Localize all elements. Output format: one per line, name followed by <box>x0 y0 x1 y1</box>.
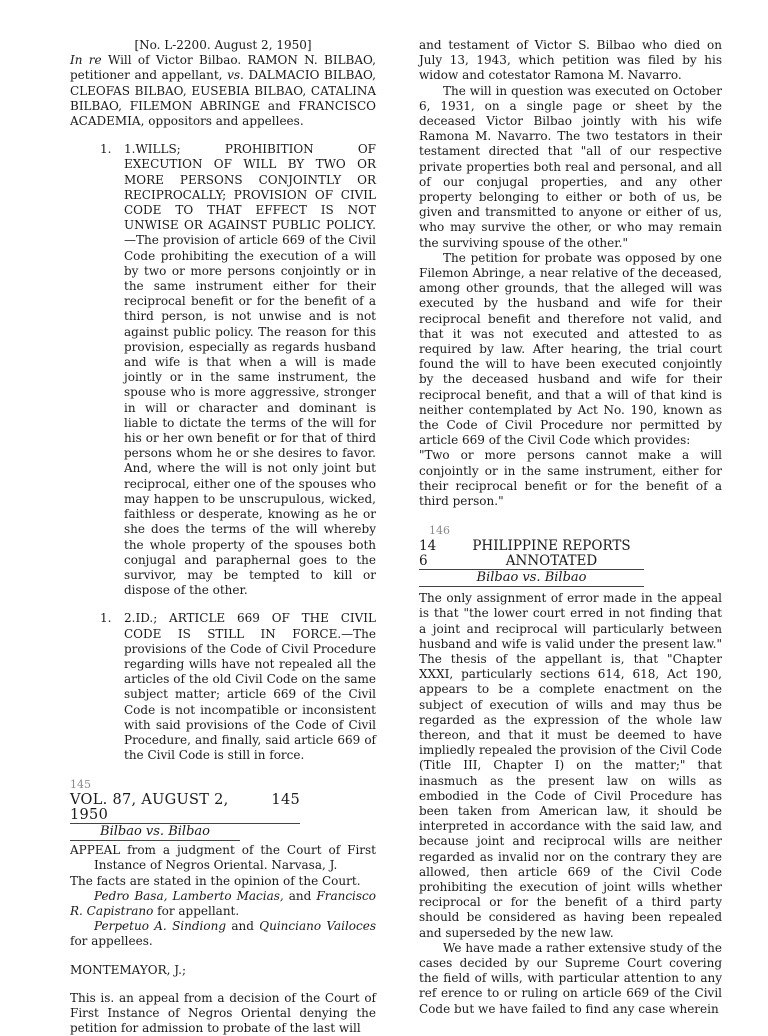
running-subtitle: Bilbao vs. Bilbao <box>419 570 644 587</box>
headnote-2 <box>100 611 376 763</box>
headnote-text: 2.ID.; ARTICLE 669 OF THE CIVIL CODE IS STILL IN FORCE.—The provisions of the Code of Civil Procedure regarding wills have not repealed all the articles of the old Civil Code on the same subject matter; article 669 of the Civil Code is not incompatible or inconsistent with said provisions of the Code of Civil Procedure, and finally, said article 669 of the Civil Code is still in force. <box>124 611 376 763</box>
opinion-para-3: The petition for probate was opposed by one Filemon Abringe, a near relative of the deceased, among other grounds, that the alleged will was executed by the husband and wife for their reciprocal benefit and therefore not valid, and that it was not executed and attested to as required by law. After hearing, the trial court found the will to have been executed conjointly by the deceased husband and wife for their reciprocal benefit, and that a will of that kind is neither contemplated by Act No. 190, known as the Code of Civil Procedure nor permitted by article 669 of the Civil Code which provides: <box>419 250 722 448</box>
running-head <box>70 793 300 824</box>
headnote-number: 1. <box>100 142 112 157</box>
opinion-para-1: and testament of Victor S. Bilbao who died on July 13, 1943, which petition was filed by his widow and cotestator Ramona M. Navarro. <box>419 38 722 83</box>
counsel-app-2: Francisco R. Capistrano <box>70 888 376 918</box>
running-head-line-1 <box>419 539 644 554</box>
counsel-ape-2: Quinciano Vailoces <box>259 919 376 934</box>
case-caption <box>70 53 376 129</box>
counsel-app-and: and <box>283 888 317 903</box>
opinion-opening: This is. an appeal from a decision of the Court of First Instance of Negros Oriental denying the petition for admission to probate of the last will <box>70 990 376 1036</box>
ponente: MONTEMAYOR, J.; <box>70 962 187 977</box>
caption-vs: vs. <box>227 68 244 83</box>
caption-text: Will of Victor Bilbao. RAMON N. BILBAO, petitioner and appellant, <box>70 53 376 83</box>
running-head-page: 145 <box>271 791 300 808</box>
page-marker: 145 <box>70 778 91 792</box>
headnote-text: 1.WILLS; PROHIBITION OF EXECUTION OF WILL BY TWO OR MORE PERSONS CONJOINTLY OR RECIPROCALLY; PROVISION OF CIVIL CODE TO THAT EFFECT IS NOT UNWISE OR AGAINST PUBLIC POLICY.—The provision of article 669 of the Civil Code prohibiting the execution of a will by two or more persons conjointly or in the same instrument either for their reciprocal benefit or for the benefit of a third person, is not unwise and is not against public policy. The reason for this provision, especially as regards husband and wife is that when a will is made jointly or in the same instrument, the spouse who is more aggressive, stronger in will or character and dominant is liable to dictate the terms of the will for his or her own benefit or for that of third persons whom he or she desires to favor. And, where the will is not only joint but reciprocal, either one of the spouses who may happen to be unscrupulous, wicked, faithless or desperate, knowing as he or she does the terms of the will whereby the whole property of the spouses both conjugal and paraphernal goes to the survivor, may be tempted to kill or dispose of the other. <box>124 142 376 598</box>
page-marker: 146 <box>429 524 450 538</box>
spacer <box>70 978 376 991</box>
spacer <box>70 950 376 963</box>
opinion-para-2: The will in question was executed on October 6, 1931, on a single page or sheet by the deceased Victor Bilbao jointly with his wife Ramona M. Navarro. The two testators in their testament directed that "all of our respective private properties both real and personal, and all of our conjugal properties, and any other property belonging to either or both of us, be given and transmitted to anyone or either of us, who may survive the other, or who may remain the surviving spouse of the other." <box>419 83 722 250</box>
appeal-line: APPEAL from a judgment of the Court of First Instance of Negros Oriental. Narvasa, J. <box>70 843 376 873</box>
running-head-line-2 <box>419 554 644 569</box>
case-number: [No. L-2200. August 2, 1950] <box>134 38 312 52</box>
counsel-ape-1: Perpetuo A. Sindiong <box>94 919 227 934</box>
running-head-title-2: ANNOTATED <box>505 552 598 569</box>
facts-line: The facts are stated in the opinion of the Court. <box>70 873 361 888</box>
opinion-para-4: The only assignment of error made in the appeal is that "the lower court erred in not finding that a joint and reciprocal will particularly between husband and wife is valid under the present law." The thesis of the appellant is, that "Chapter XXXI, particularly sections 614, 618, Act 190, appears to be a complete enactment on the subject of execution of wills and may thus be regarded as the expression of the whole law thereon, and that it must be deemed to have impliedly repealed the provision of the Civil Code (Title III, Chapter I) on the matter;" that inasmuch as the present law on wills as embodied in the Code of Civil Procedure has been taken from American law, it should be interpreted in accordance with the said law, and because joint and reciprocal wills are neither regarded as invalid nor on the contrary they are allowed, then article 669 of the Civil Code prohibiting the execution of joint wills whether reciprocal or for the benefit of a third party should be considered as having been repealed and superseded by the new law. <box>419 591 722 940</box>
running-head <box>419 539 644 570</box>
quoted-article: "Two or more persons cannot make a will conjointly or in the same instrument, either for their reciprocal benefit or for the benefit of a third person." <box>419 448 722 509</box>
running-head-title: VOL. 87, AUGUST 2, 1950 <box>70 791 229 823</box>
caption-in-re: In re <box>70 53 102 68</box>
running-head-title-1: PHILIPPINE REPORTS <box>472 537 631 554</box>
running-head-page-1: 14 <box>419 537 437 554</box>
counsel-app-for: for appellant. <box>153 903 240 918</box>
counsel-ape-for: for appellees. <box>70 934 153 949</box>
left-column <box>70 38 376 1036</box>
counsel-ape-and: and <box>226 919 260 934</box>
counsel-appellee <box>70 919 376 949</box>
headnote-number: 1. <box>100 611 112 626</box>
opinion-para-5: We have made a rather extensive study of the cases decided by our Supreme Court covering the field of wills, with particular attention to any ref erence to or ruling on article 669 of the Civil Code but we have failed to find any case wherein <box>419 940 722 1016</box>
caption-rest: DALMACIO BILBAO, CLEOFAS BILBAO, EUSEBIA BILBAO, CATALINA BILBAO, FILEMON ABRINGE and FRANCISCO ACADEMIA, oppositors and appellees. <box>70 68 376 129</box>
right-column <box>419 38 722 1017</box>
headnote-1 <box>100 142 376 598</box>
running-subtitle: Bilbao vs. Bilbao <box>70 824 240 841</box>
counsel-app-1: Pedro Basa, Lamberto Macias, <box>94 888 284 903</box>
running-head-page-2: 6 <box>419 552 428 569</box>
counsel-appellant <box>70 889 376 919</box>
